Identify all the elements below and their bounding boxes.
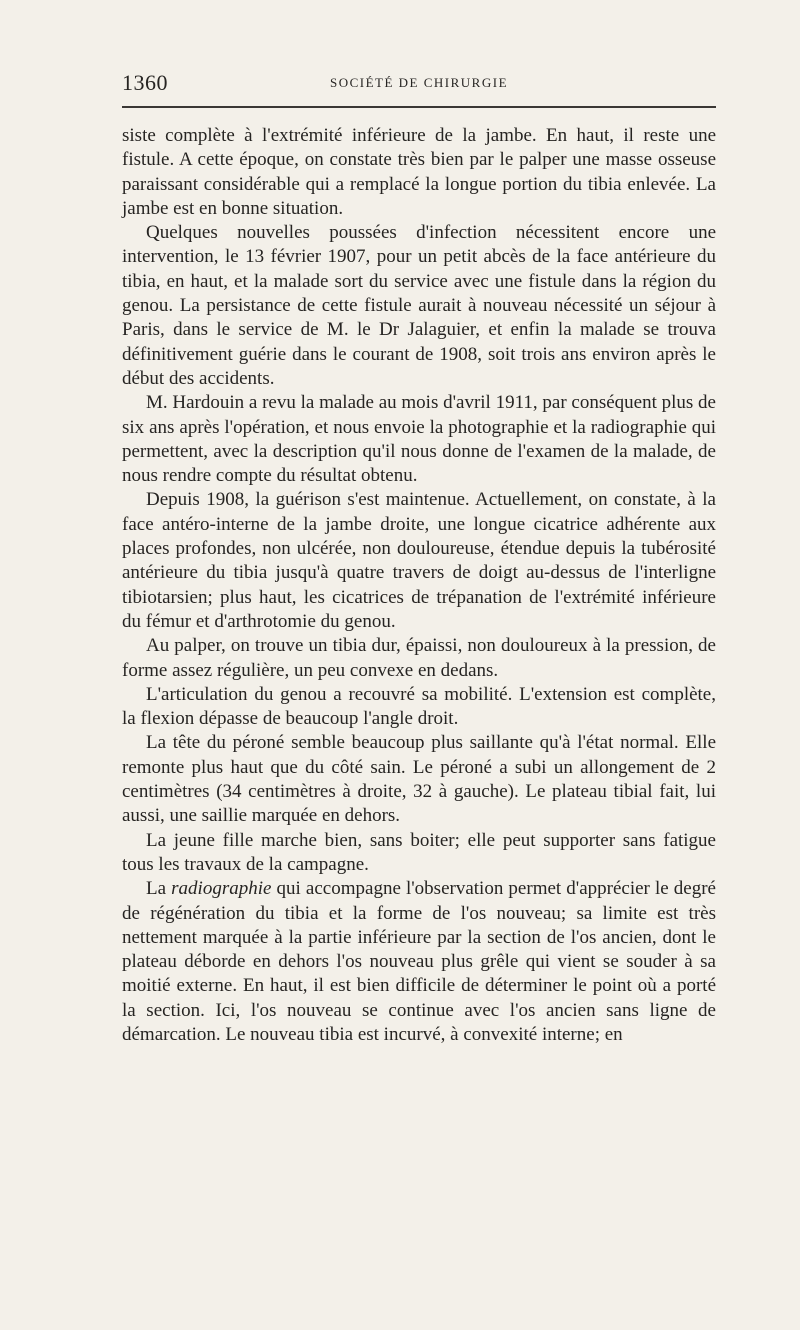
paragraph-4: Depuis 1908, la guérison s'est maintenue. Actuellement, on constate, à la face antéro-interne de la jambe droite, une longue cicatrice adhérente aux places profondes, non ulcérée, non douloureuse, étendue depuis la tubérosité antérieure du tibia jusqu'à quatre travers de doigt au-dessus de l'interligne tibiotarsien; plus haut, les cicatrices de trépanation de l'extrémité inférieure du fémur et d'arthrotomie du genou. <box>122 489 716 632</box>
paragraph-9-rest: qui accompagne l'observation permet d'apprécier le degré de régénération du tibia et la forme de l'os nouveau; sa limite est très nettement marquée à la partie inférieure par la section de l'os ancien, dont le plateau déborde en dehors l'os nouveau plus grêle qui vient se souder à sa moitié externe. En haut, il est bien difficile de déterminer le point où a porté la section. Ici, l'os nouveau se continue avec l'os ancien sans ligne de démarcation. Le nouveau tibia est incurvé, à convexité interne; en <box>122 878 716 1045</box>
paragraph-5: Au palper, on trouve un tibia dur, épaissi, non douloureux à la pression, de forme assez régulière, un peu convexe en dedans. <box>122 635 716 681</box>
paragraph-2: Quelques nouvelles poussées d'infection nécessitent encore une intervention, le 13 février 1907, pour un petit abcès de la face antérieure du tibia, en haut, et la malade sort du service avec une fistule dans la région du genou. La persistance de cette fistule aurait à nouveau nécessité un séjour à Paris, dans le service de M. le Dr Jalaguier, et enfin la malade se trouva définitivement guérie dans le courant de 1908, soit trois ans environ après le début des accidents. <box>122 222 716 389</box>
paragraph-9 <box>122 877 716 1047</box>
paragraph-7: La tête du péroné semble beaucoup plus saillante qu'à l'état normal. Elle remonte plus haut que du côté sain. Le péroné a subi un allongement de 2 centimètres (34 centimètres à droite, 32 à gauche). Le plateau tibial fait, lui aussi, une saillie marquée en dehors. <box>122 732 716 827</box>
paragraph-1: siste complète à l'extrémité inférieure de la jambe. En haut, il reste une fistule. A cette époque, on constate très bien par le palper une masse osseuse paraissant considérable qui a remplacé la longue portion du tibia enlevée. La jambe est en bonne situation. <box>122 125 716 219</box>
paragraph-3: M. Hardouin a revu la malade au mois d'avril 1911, par conséquent plus de six ans après l'opération, et nous envoie la photographie et la radiographie qui permettent, avec la description qu'il nous donne de l'examen de la malade, de nous rendre compte du résultat obtenu. <box>122 392 716 487</box>
header-rule <box>122 106 716 108</box>
paragraph-9-italic-term: radiographie <box>171 878 272 900</box>
running-title: SOCIÉTÉ DE CHIRURGIE <box>329 75 509 90</box>
page-header <box>122 66 716 100</box>
paragraph-9-lead: La <box>146 878 172 900</box>
paragraph-6: L'articulation du genou a recouvré sa mobilité. L'extension est complète, la flexion dépasse de beaucoup l'angle droit. <box>122 683 716 730</box>
page-number: 1360 <box>122 70 168 95</box>
body-text <box>122 124 716 1047</box>
paragraph-8: La jeune fille marche bien, sans boiter; elle peut supporter sans fatigue tous les travaux de la campagne. <box>122 829 716 875</box>
